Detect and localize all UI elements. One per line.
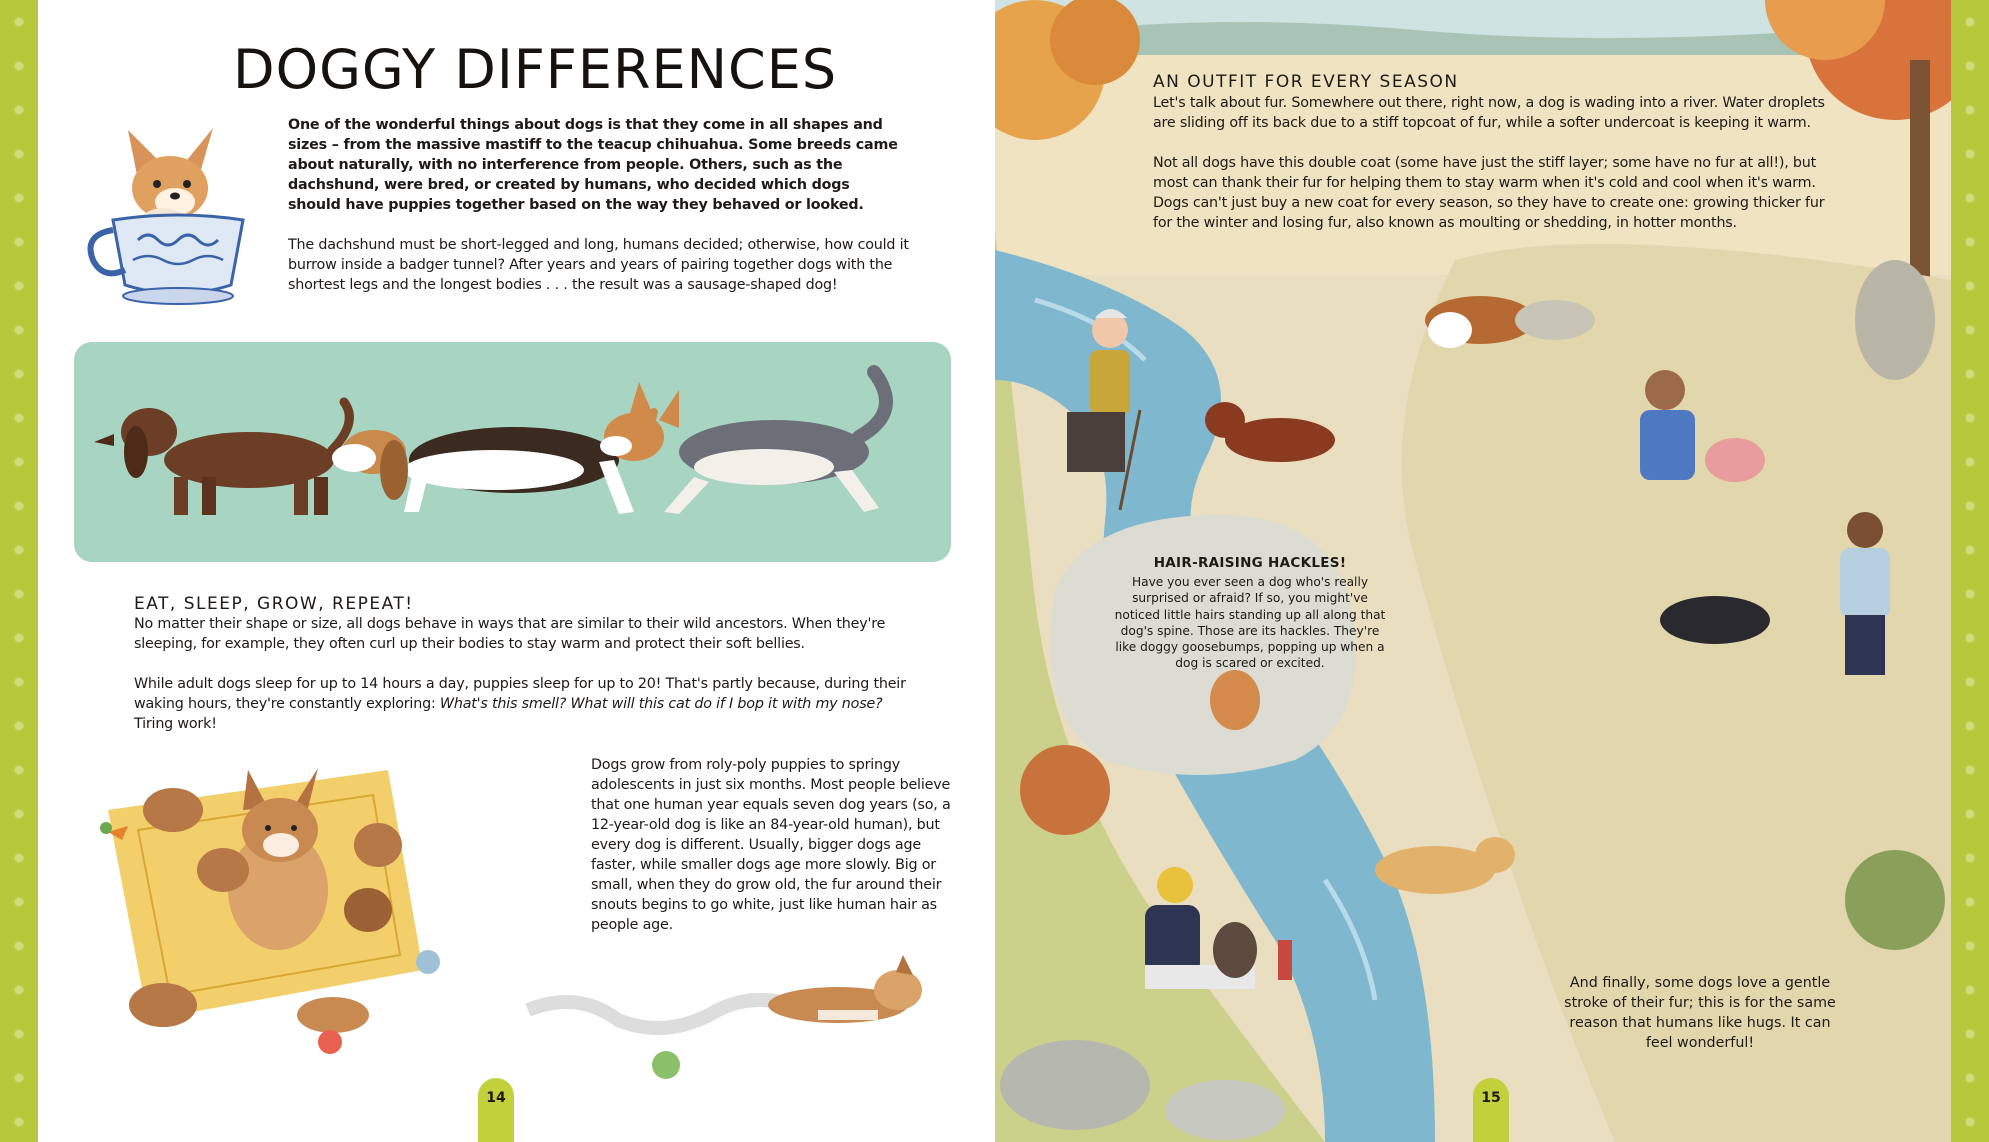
- hackles-heading: HAIR-RAISING HACKLES!: [1153, 555, 1347, 571]
- outfit-season-heading: AN OUTFIT FOR EVERY SEASON: [1153, 72, 1459, 92]
- growth-paragraph: Dogs grow from roly-poly puppies to springy adolescents in just six months. Most people believe that one human year equals seven dog years (so, a 12-year-old dog is like an 84-year-old human), but every dog is different. Usually, bigger dogs age faster, while smaller dogs age more slowly. Big or small, when they do grow old, the fur around their snouts begins to go white, just like human hair as people age.: [591, 757, 951, 933]
- puppies-rug-illustration: [78, 750, 578, 1070]
- breeds-banner: [74, 342, 951, 562]
- sleep-text-end: Tiring work!: [134, 716, 217, 732]
- sleep-text-start: While adult dogs sleep for up to 14 hours a day, puppies sleep for up to 20! That's partly because, during their waking hours, they're constantly exploring:: [134, 676, 906, 712]
- sleep-paragraph: [134, 674, 914, 734]
- intro-paragraph: One of the wonderful things about dogs is that they come in all shapes and sizes – from the massive mastiff to the teacup chihuahua. Some breeds came about naturally, with no interference from people. Others, such as the dachshund, were bred, or created by humans, who decided which dogs should have puppies together based on the way they behaved or looked.: [288, 117, 898, 213]
- right-paw-border: [1951, 0, 1989, 1142]
- fur-paragraph-2: Not all dogs have this double coat (some have just the stiff layer; some have no fur at all!), but most can thank their fur for helping them to stay warm when it's cold and cool when it's warm. Dogs can't just buy a new coat for every season, so they have to create one: growing thicker fur for the winter and losing fur, also known as moulting or shedding, in hotter months.: [1153, 155, 1825, 231]
- page-title: DOGGY DIFFERENCES: [233, 38, 838, 101]
- left-page: [38, 0, 995, 1142]
- ancestors-paragraph: No matter their shape or size, all dogs behave in ways that are similar to their wild ancestors. When they're sleeping, for example, they often curl up their bodies to stay warm and protect their soft bellies.: [134, 616, 886, 652]
- hackles-paragraph: Have you ever seen a dog who's really surprised or afraid? If so, you might've noticed little hairs standing up all along that dog's spine. Those are its hackles. They're like doggy goosebumps, popping up when a dog is scared or excited.: [1114, 575, 1386, 671]
- left-paw-border: [0, 0, 38, 1142]
- right-page: [995, 0, 1951, 1142]
- fur-paragraph-1: Let's talk about fur. Somewhere out there, right now, a dog is wading into a river. Water droplets are sliding off its back due to a stiff topcoat of fur, while a softer undercoat is keeping it warm.: [1153, 95, 1825, 131]
- dachshund-paragraph: The dachshund must be short-legged and long, humans decided; otherwise, how could it burrow inside a badger tunnel? After years and years of pairing together dogs with the shortest legs and the longest bodies . . . the result was a sausage-shaped dog!: [288, 237, 909, 293]
- sleep-text-italic: What's this smell? What will this cat do if I bop it with my nose?: [439, 696, 883, 712]
- page-number-left: 14: [478, 1078, 514, 1142]
- closing-paragraph: And finally, some dogs love a gentle stroke of their fur; this is for the same reason that humans like hugs. It can feel wonderful!: [1564, 975, 1836, 1051]
- eat-sleep-heading: EAT, SLEEP, GROW, REPEAT!: [134, 594, 414, 614]
- three-dogs-illustration: [74, 342, 951, 562]
- teacup-chihuahua-illustration: [83, 110, 273, 310]
- page-number-right: 15: [1473, 1078, 1509, 1142]
- growing-dog-illustration: [518, 950, 938, 1100]
